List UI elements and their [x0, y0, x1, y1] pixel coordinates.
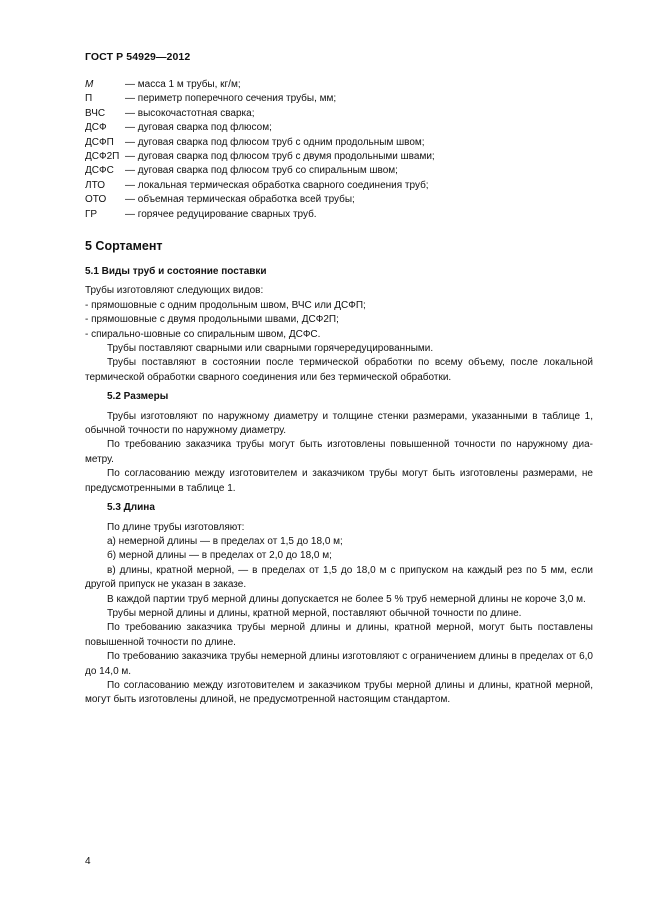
section-body	[85, 265, 593, 708]
page-number: 4	[85, 856, 91, 867]
definition-text: — дуговая сварка под флюсом труб с двумя продольными швами;	[125, 150, 435, 162]
definition-text: — объемная термическая обработка всей трубы;	[125, 194, 355, 206]
paragraph: По требованию заказчика трубы немерной длины изготовляют с ограничением длины в пределах от 6,0 до 14,0 м.	[85, 651, 593, 677]
paragraph: По требованию заказчика трубы мерной длины и длины, кратной мерной, могут быть поставлены повышенной точности по длине.	[85, 622, 593, 648]
definition-abbr: M	[85, 79, 94, 90]
document-code-header: ГОСТ Р 54929—2012	[85, 51, 191, 63]
definition-abbr: ДСФС	[85, 165, 114, 177]
paragraph: По согласованию между изготовителем и заказчиком трубы могут быть изготовлены размерами, не предусмотренными в таблице 1.	[85, 468, 593, 494]
definition-abbr: ГР	[85, 208, 98, 220]
definition-row	[85, 107, 605, 121]
paragraph: В каждой партии труб мерной длины допускается не более 5 % труб немерной длины не короче 3,0 м.	[107, 593, 586, 605]
paragraph: Трубы изготовляют следующих видов:	[85, 285, 264, 297]
paragraph: По согласованию между изготовителем и заказчиком трубы мерной длины и длины, кратной мерной, могут быть изготовлены длиной, не предусмотренной настоящим стандартом.	[85, 679, 593, 706]
definition-text: — высокочастотная сварка;	[125, 107, 255, 119]
definition-abbr: П	[85, 93, 93, 105]
definition-text: — дуговая сварка под флюсом труб со спиральным швом;	[125, 165, 398, 177]
list-item: а) немерной длины — в пределах от 1,5 до 18,0 м;	[107, 535, 343, 547]
definition-abbr: ДСФ	[85, 122, 107, 134]
definition-row	[85, 121, 605, 135]
definition-text: — дуговая сварка под флюсом;	[125, 122, 272, 134]
paragraph: Трубы поставляют в состоянии после термической обработки по всему объему, после локальной термической обработки сварного соединения или без термической обработки.	[85, 357, 593, 383]
definition-row	[85, 92, 605, 106]
definition-abbr: ДСФ2П	[85, 150, 120, 162]
definition-text: — горячее редуцирование сварных труб.	[125, 208, 317, 220]
definition-row	[85, 179, 605, 193]
definition-text: — масса 1 м трубы, кг/м;	[125, 79, 241, 90]
definition-row	[85, 136, 605, 150]
definition-text: — дуговая сварка под флюсом труб с одним продольным швом;	[125, 136, 425, 148]
paragraph: По требованию заказчика трубы могут быть изготовлены повышенной точности по наружному диа-метру.	[85, 439, 593, 465]
list-item: - спирально-шовные со спиральным швом, ДСФС.	[85, 328, 321, 340]
subsection-heading-5-3: 5.3 Длина	[107, 502, 155, 514]
definition-row	[85, 164, 605, 178]
definition-abbr: ЛТО	[85, 179, 105, 191]
definition-row	[85, 150, 605, 164]
paragraph: Трубы изготовляют по наружному диаметру и толщине стенки размерами, указанными в таблице 1, обычной точности по наружному диаметру.	[85, 410, 593, 437]
list-item: - прямошовные с двумя продольными швами, ДСФ2П;	[85, 314, 339, 326]
list-item: б) мерной длины — в пределах от 2,0 до 18,0 м;	[107, 550, 332, 562]
definition-text: — периметр поперечного сечения трубы, мм;	[125, 93, 337, 105]
definition-abbr: ДСФП	[85, 136, 114, 148]
definition-row	[85, 193, 605, 207]
definition-abbr: ОТО	[85, 194, 107, 206]
paragraph: Трубы поставляют сварными или сварными горячередуцированными.	[107, 343, 434, 355]
definition-row	[85, 208, 605, 222]
subsection-heading-5-2: 5.2 Размеры	[107, 391, 169, 403]
paragraph: По длине трубы изготовляют:	[107, 521, 245, 533]
definition-text: — локальная термическая обработка сварного соединения труб;	[125, 179, 429, 191]
section-title: 5 Сортамент	[85, 239, 163, 253]
abbreviations-list	[85, 78, 605, 222]
paragraph: Трубы мерной длины и длины, кратной мерной, поставляют обычной точности по длине.	[107, 607, 522, 619]
subsection-heading-5-1: 5.1 Виды труб и состояние поставки	[85, 266, 267, 277]
definition-row	[85, 78, 605, 92]
definition-abbr: ВЧС	[85, 107, 106, 119]
list-item: в) длины, кратной мерной, — в пределах от 1,5 до 18,0 м с припуском на каждый рез по 5 мм, если другой припуск не указан в заказе.	[85, 564, 593, 591]
list-item: - прямошовные с одним продольным швом, ВЧС или ДСФП;	[85, 299, 366, 311]
